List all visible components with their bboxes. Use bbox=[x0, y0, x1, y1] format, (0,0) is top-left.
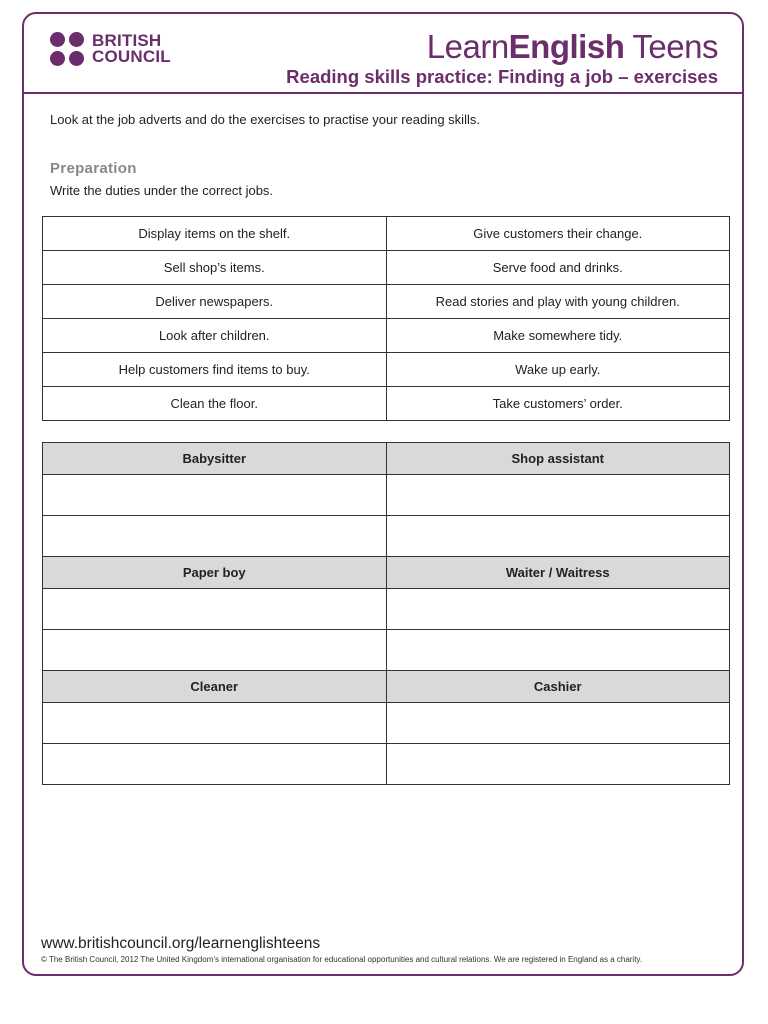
answer-cell[interactable] bbox=[43, 516, 387, 557]
table-row bbox=[43, 353, 730, 387]
duties-table bbox=[42, 216, 730, 421]
answer-cell[interactable] bbox=[386, 589, 730, 630]
table-row bbox=[43, 319, 730, 353]
jobs-table bbox=[42, 442, 730, 785]
duty-cell: Read stories and play with young children. bbox=[386, 285, 730, 319]
duty-cell: Sell shop’s items. bbox=[43, 251, 387, 285]
job-header-paper-boy: Paper boy bbox=[43, 557, 387, 589]
table-row bbox=[43, 387, 730, 421]
answer-row bbox=[43, 475, 730, 516]
footer-copyright: © The British Council, 2012 The United Kingdom’s international organisation for educational opportunities and cultural relations. We are registered in England as a charity. bbox=[41, 955, 643, 964]
job-header-row bbox=[43, 671, 730, 703]
preparation-heading: Preparation bbox=[50, 160, 137, 177]
bc-logo-line1: BRITISH bbox=[92, 31, 162, 50]
header-divider bbox=[22, 92, 744, 94]
answer-row bbox=[43, 744, 730, 785]
footer-url[interactable]: www.britishcouncil.org/learnenglishteens bbox=[41, 935, 321, 952]
le-logo-learn: Learn bbox=[426, 28, 509, 65]
duty-cell: Wake up early. bbox=[386, 353, 730, 387]
duty-cell: Serve food and drinks. bbox=[386, 251, 730, 285]
job-header-row bbox=[43, 443, 730, 475]
job-header-cashier: Cashier bbox=[386, 671, 730, 703]
le-logo-english: English bbox=[508, 28, 625, 65]
duty-cell: Take customers’ order. bbox=[386, 387, 730, 421]
answer-row bbox=[43, 703, 730, 744]
table-row bbox=[43, 217, 730, 251]
answer-cell[interactable] bbox=[386, 516, 730, 557]
answer-row bbox=[43, 630, 730, 671]
answer-cell[interactable] bbox=[43, 589, 387, 630]
duty-cell: Make somewhere tidy. bbox=[386, 319, 730, 353]
answer-cell[interactable] bbox=[43, 475, 387, 516]
table-row bbox=[43, 285, 730, 319]
preparation-instruction: Write the duties under the correct jobs. bbox=[50, 183, 274, 198]
duty-cell: Clean the floor. bbox=[43, 387, 387, 421]
job-header-babysitter: Babysitter bbox=[43, 443, 387, 475]
le-logo-teens: Teens bbox=[624, 28, 718, 65]
answer-cell[interactable] bbox=[386, 744, 730, 785]
answer-cell[interactable] bbox=[386, 630, 730, 671]
duty-cell: Deliver newspapers. bbox=[43, 285, 387, 319]
answer-cell[interactable] bbox=[43, 630, 387, 671]
duty-cell: Give customers their change. bbox=[386, 217, 730, 251]
duty-cell: Look after children. bbox=[43, 319, 387, 353]
answer-row bbox=[43, 589, 730, 630]
bc-logo-line2: COUNCIL bbox=[92, 47, 171, 66]
page-title: Reading skills practice: Finding a job – exercises bbox=[286, 66, 718, 87]
duty-cell: Help customers find items to buy. bbox=[43, 353, 387, 387]
answer-cell[interactable] bbox=[386, 475, 730, 516]
job-header-waiter-waitress: Waiter / Waitress bbox=[386, 557, 730, 589]
learnenglish-teens-logo bbox=[427, 28, 718, 66]
answer-row bbox=[43, 516, 730, 557]
job-header-cleaner: Cleaner bbox=[43, 671, 387, 703]
duty-cell: Display items on the shelf. bbox=[43, 217, 387, 251]
answer-cell[interactable] bbox=[43, 703, 387, 744]
british-council-logo bbox=[50, 32, 171, 66]
table-row bbox=[43, 251, 730, 285]
answer-cell[interactable] bbox=[43, 744, 387, 785]
job-header-shop-assistant: Shop assistant bbox=[386, 443, 730, 475]
answer-cell[interactable] bbox=[386, 703, 730, 744]
intro-text: Look at the job adverts and do the exercises to practise your reading skills. bbox=[50, 112, 480, 127]
british-council-dots-icon bbox=[50, 32, 84, 66]
job-header-row bbox=[43, 557, 730, 589]
